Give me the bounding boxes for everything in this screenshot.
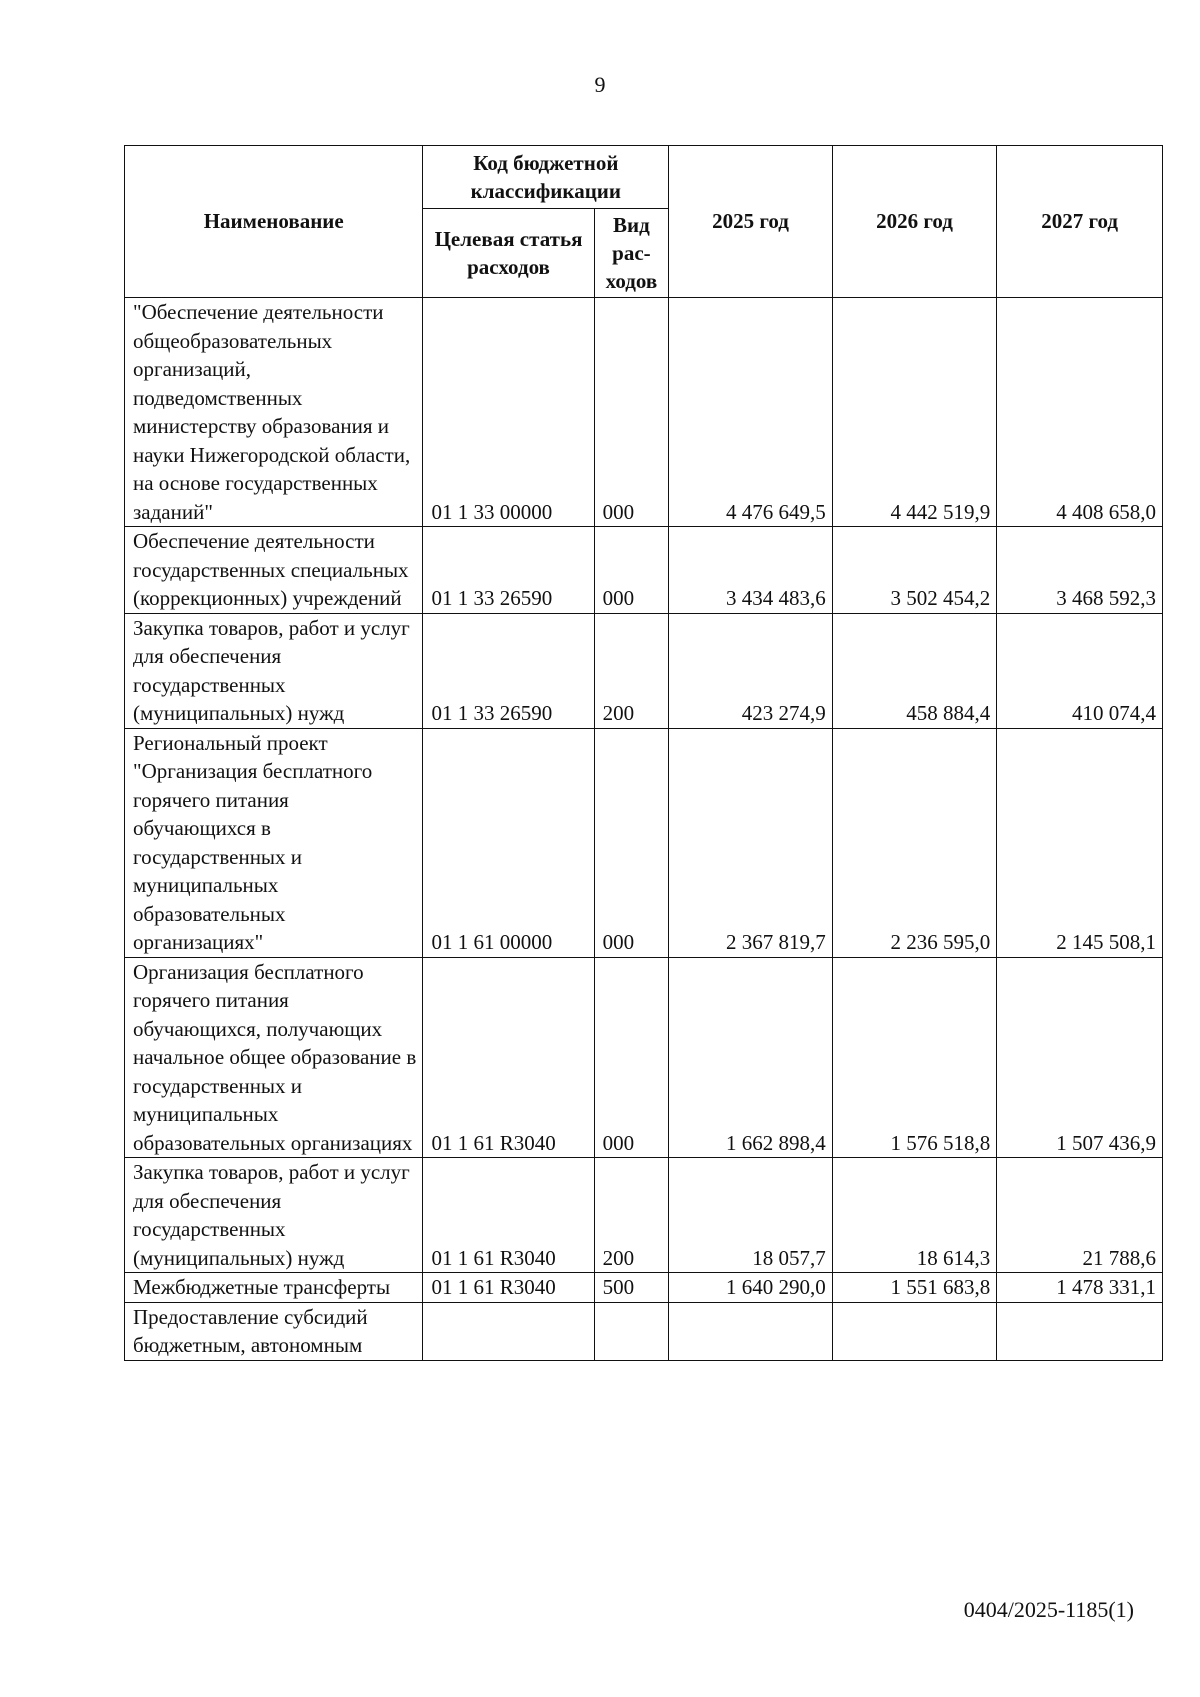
row-2026: 1 551 683,8 [832, 1273, 997, 1303]
row-2027: 4 408 658,0 [997, 298, 1163, 527]
row-code: 01 1 33 26590 [423, 613, 594, 728]
row-code: 01 1 33 00000 [423, 298, 594, 527]
table-header [125, 146, 1163, 298]
table-body [125, 298, 1163, 1361]
table-row [125, 527, 1163, 614]
table-row [125, 957, 1163, 1158]
row-2025: 2 367 819,7 [669, 728, 832, 957]
table-row [125, 1302, 1163, 1360]
row-2027: 21 788,6 [997, 1158, 1163, 1273]
row-code: 01 1 61 R3040 [423, 957, 594, 1158]
table-row [125, 298, 1163, 527]
row-vid: 200 [594, 613, 669, 728]
row-2027: 1 478 331,1 [997, 1273, 1163, 1303]
row-name: Обеспечение деятельности государственных специальных (коррекционных) учреждений [125, 527, 423, 614]
header-name: Наименование [125, 146, 423, 298]
document-id: 0404/2025-1185(1) [963, 1597, 1134, 1622]
table-row [125, 613, 1163, 728]
row-2026: 1 576 518,8 [832, 957, 997, 1158]
header-target-article: Целевая статья расходов [423, 209, 594, 298]
row-2025: 1 662 898,4 [669, 957, 832, 1158]
row-vid: 000 [594, 527, 669, 614]
row-2026 [832, 1302, 997, 1360]
row-vid [594, 1302, 669, 1360]
row-2027: 410 074,4 [997, 613, 1163, 728]
row-2027: 2 145 508,1 [997, 728, 1163, 957]
row-vid: 200 [594, 1158, 669, 1273]
row-vid: 000 [594, 298, 669, 527]
row-code: 01 1 33 26590 [423, 527, 594, 614]
row-name: Закупка товаров, работ и услуг для обеспечения государственных (муниципальных) нужд [125, 613, 423, 728]
row-2026: 18 614,3 [832, 1158, 997, 1273]
row-2025: 1 640 290,0 [669, 1273, 832, 1303]
row-vid: 500 [594, 1273, 669, 1303]
budget-table [124, 145, 1163, 1361]
row-2026: 3 502 454,2 [832, 527, 997, 614]
row-2027 [997, 1302, 1163, 1360]
row-2027: 3 468 592,3 [997, 527, 1163, 614]
table-row [125, 1158, 1163, 1273]
row-2025 [669, 1302, 832, 1360]
header-expense-type: Вид рас-ходов [594, 209, 669, 298]
header-year-2027: 2027 год [997, 146, 1163, 298]
row-vid: 000 [594, 728, 669, 957]
row-2026: 2 236 595,0 [832, 728, 997, 957]
row-vid: 000 [594, 957, 669, 1158]
header-year-2026: 2026 год [832, 146, 997, 298]
row-name: Межбюджетные трансферты [125, 1273, 423, 1303]
row-code: 01 1 61 R3040 [423, 1158, 594, 1273]
table-row [125, 1273, 1163, 1303]
row-code [423, 1302, 594, 1360]
row-code: 01 1 61 R3040 [423, 1273, 594, 1303]
row-2025: 4 476 649,5 [669, 298, 832, 527]
row-code: 01 1 61 00000 [423, 728, 594, 957]
table-row [125, 728, 1163, 957]
row-name: Организация бесплатного горячего питания обучающихся, получающих начальное общее образование в государственных и муниципальных образовательных организациях [125, 957, 423, 1158]
row-name: Предоставление субсидий бюджетным, автономным [125, 1302, 423, 1360]
row-2025: 3 434 483,6 [669, 527, 832, 614]
row-2026: 458 884,4 [832, 613, 997, 728]
row-name: Региональный проект "Организация бесплатного горячего питания обучающихся в государственных и муниципальных образовательных организациях" [125, 728, 423, 957]
row-2027: 1 507 436,9 [997, 957, 1163, 1158]
row-2026: 4 442 519,9 [832, 298, 997, 527]
page-number: 9 [594, 72, 606, 97]
row-name: "Обеспечение деятельности общеобразовательных организаций, подведомственных министерству образования и науки Нижегородской области, на основе государственных заданий" [125, 298, 423, 527]
header-code-group: Код бюджетной классификации [423, 146, 669, 209]
header-year-2025: 2025 год [669, 146, 832, 298]
row-name: Закупка товаров, работ и услуг для обеспечения государственных (муниципальных) нужд [125, 1158, 423, 1273]
row-2025: 423 274,9 [669, 613, 832, 728]
row-2025: 18 057,7 [669, 1158, 832, 1273]
